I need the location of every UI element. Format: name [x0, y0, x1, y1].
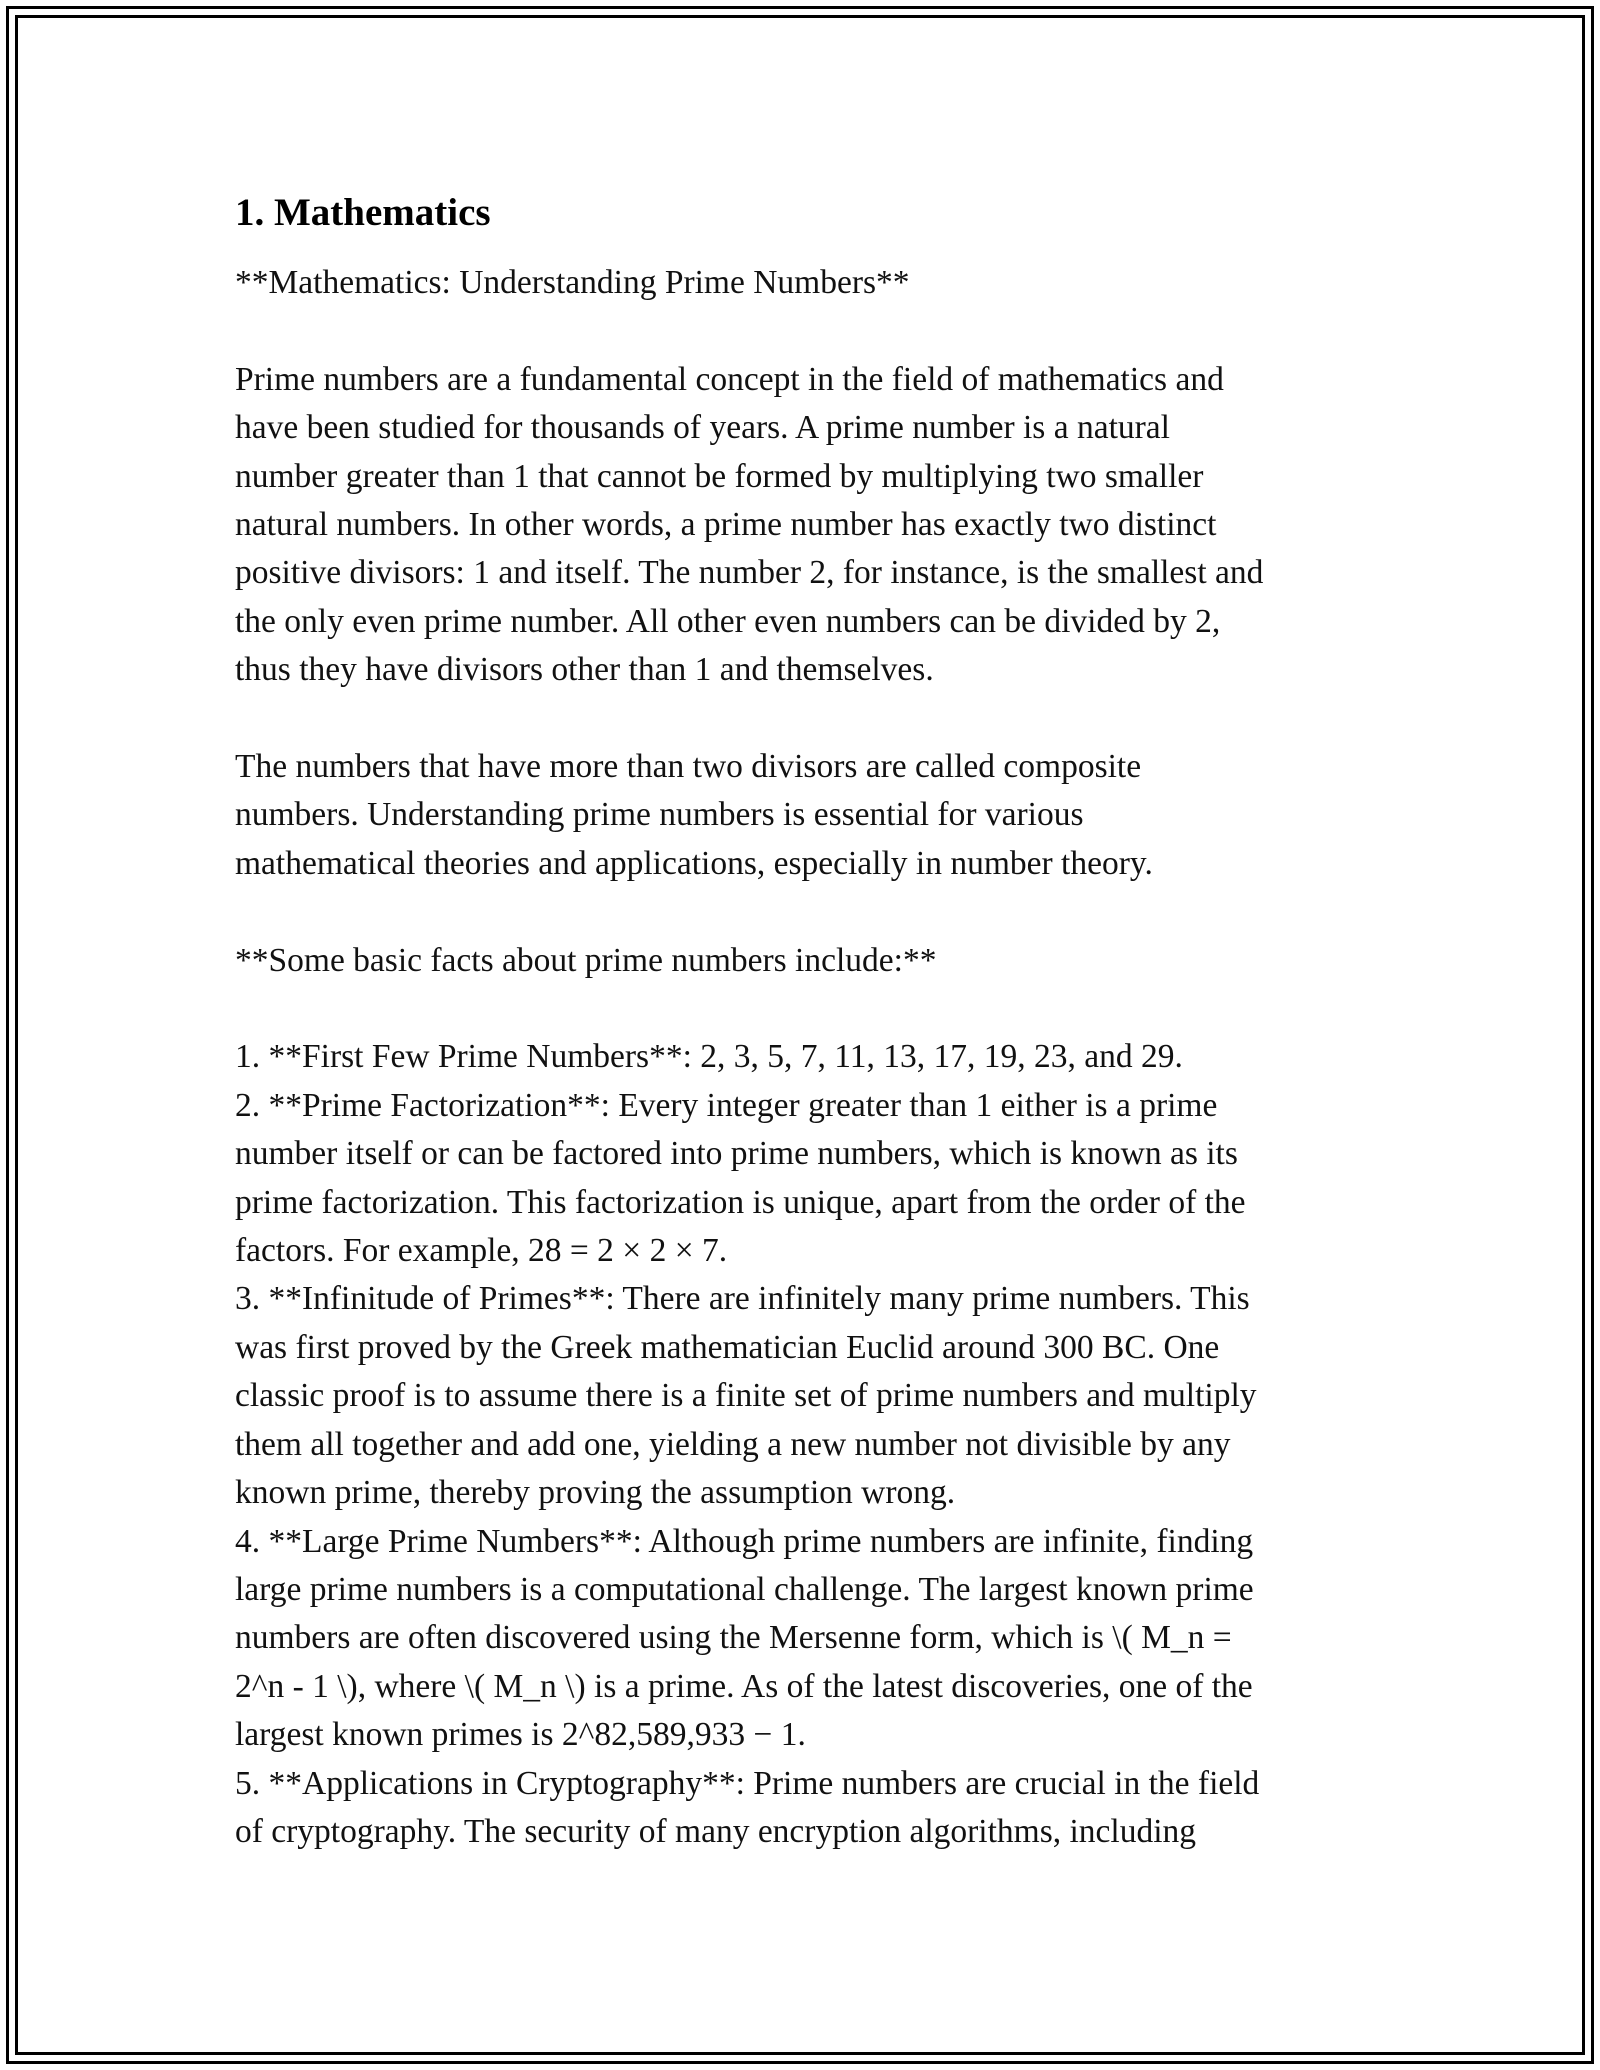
paragraph-composite	[235, 743, 1365, 888]
paragraph-gap	[235, 307, 1365, 355]
list-item-line: them all together and add one, yielding a new number not divisible by any	[235, 1425, 1231, 1463]
paragraph-gap	[235, 985, 1365, 1033]
list-item-line: 2. **Prime Factorization**: Every integer greater than 1 either is a prime	[235, 1086, 1218, 1124]
list-item-line: 1. **First Few Prime Numbers**: 2, 3, 5, 7, 11, 13, 17, 19, 23, and 29.	[235, 1038, 1183, 1076]
list-item-line: was first proved by the Greek mathematician Euclid around 300 BC. One	[235, 1328, 1220, 1366]
facts-intro	[235, 937, 1365, 985]
facts-intro-line: **Some basic facts about prime numbers include:**	[235, 941, 937, 979]
facts-list	[235, 1033, 1365, 1856]
list-item-line: known prime, thereby proving the assumption wrong.	[235, 1474, 956, 1512]
list-item-line: 2^n - 1 \), where \( M_n \) is a prime. As of the latest discoveries, one of the	[235, 1667, 1253, 1705]
list-item-line: numbers are often discovered using the Mersenne form, which is \( M_n =	[235, 1619, 1232, 1657]
list-item-line: prime factorization. This factorization is unique, apart from the order of the	[235, 1183, 1246, 1221]
paragraph-line: mathematical theories and applications, especially in number theory.	[235, 844, 1153, 882]
document-subtitle	[235, 259, 1365, 307]
paragraph-line: positive divisors: 1 and itself. The number 2, for instance, is the smallest and	[235, 554, 1264, 592]
section-heading: 1. Mathematics	[235, 191, 491, 234]
paragraph-line: have been studied for thousands of years. A prime number is a natural	[235, 409, 1170, 447]
list-item-line: 5. **Applications in Cryptography**: Prime numbers are crucial in the field	[235, 1764, 1260, 1802]
document-body	[235, 185, 1365, 1856]
list-item-line: large prime numbers is a computational challenge. The largest known prime	[235, 1570, 1254, 1608]
paragraph-line: the only even prime number. All other even numbers can be divided by 2,	[235, 602, 1221, 640]
list-item-line: classic proof is to assume there is a finite set of prime numbers and multiply	[235, 1377, 1257, 1415]
list-item-line: largest known primes is 2^82,589,933 − 1.	[235, 1716, 806, 1754]
paragraph-line: numbers. Understanding prime numbers is essential for various	[235, 796, 1084, 834]
paragraph-gap	[235, 888, 1365, 936]
paragraph-line: natural numbers. In other words, a prime number has exactly two distinct	[235, 506, 1217, 544]
paragraph-line: thus they have divisors other than 1 and themselves.	[235, 651, 934, 689]
list-item-line: factors. For example, 28 = 2 × 2 × 7.	[235, 1232, 728, 1270]
list-item-line: of cryptography. The security of many encryption algorithms, including	[235, 1812, 1197, 1850]
list-item-line: 4. **Large Prime Numbers**: Although prime numbers are infinite, finding	[235, 1522, 1254, 1560]
list-item-line: number itself or can be factored into prime numbers, which is known as its	[235, 1135, 1238, 1173]
paragraph-line: The numbers that have more than two divisors are called composite	[235, 748, 1142, 786]
list-item-line: 3. **Infinitude of Primes**: There are infinitely many prime numbers. This	[235, 1280, 1250, 1318]
paragraph-gap	[235, 695, 1365, 743]
subtitle-line: **Mathematics: Understanding Prime Numbers**	[235, 264, 910, 301]
paragraph-line: number greater than 1 that cannot be formed by multiplying two smaller	[235, 457, 1204, 495]
paragraph-intro	[235, 356, 1365, 695]
paragraph-line: Prime numbers are a fundamental concept in the field of mathematics and	[235, 360, 1224, 398]
